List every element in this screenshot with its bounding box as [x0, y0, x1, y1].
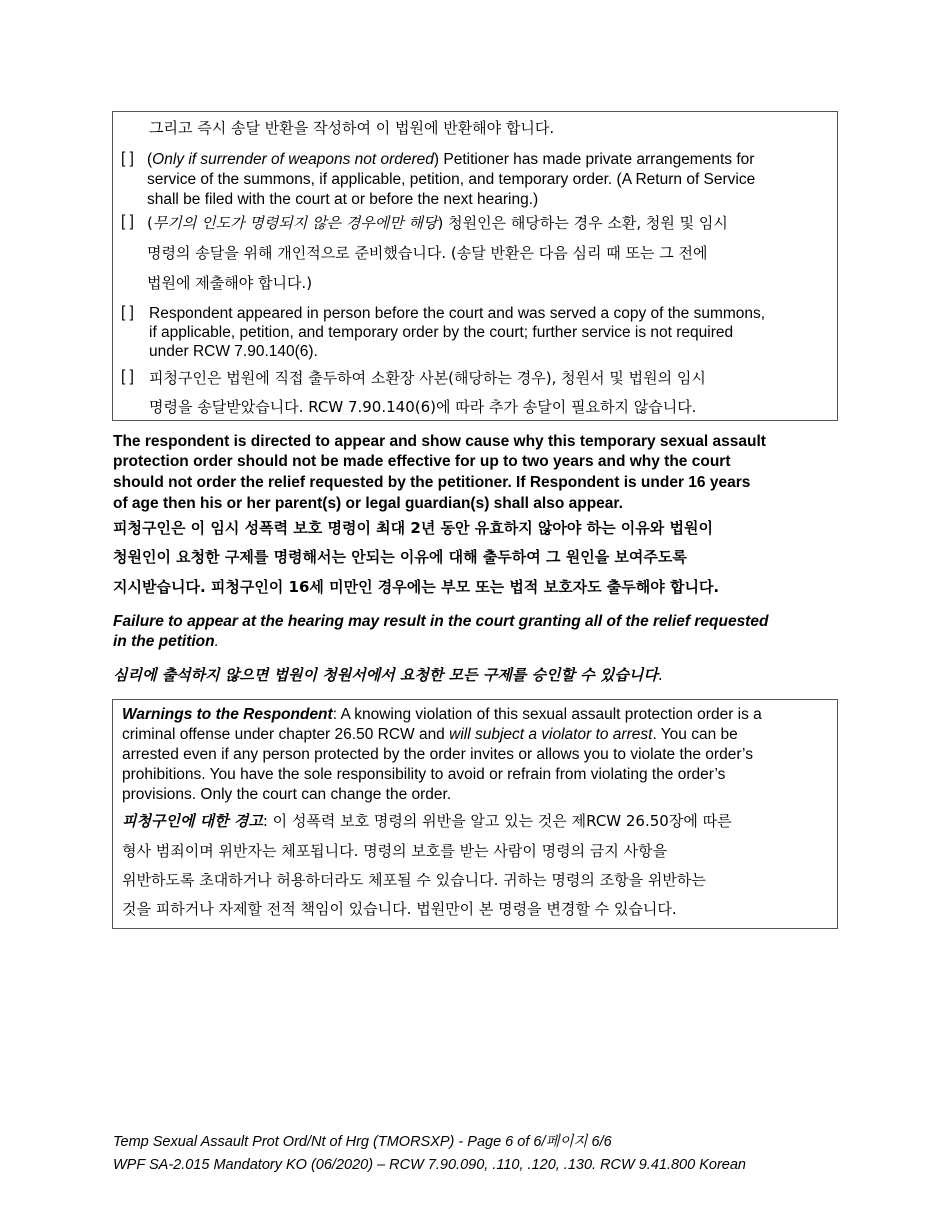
- appeared-ko-line1: 피청구인은 법원에 직접 출두하여 소환장 사본(해당하는 경우), 청원서 및 법원의 임시: [149, 369, 706, 387]
- directive-ko-line3: 지시받습니다. 피청구인이 16세 미만인 경우에는 부모 또는 법적 보호자도 출두해야 합니다.: [113, 578, 720, 596]
- footer-line2: WPF SA-2.015 Mandatory KO (06/2020) – RCW 7.90.090, .110, .120, .130. RCW 9.41.800 Korean: [113, 1157, 746, 1173]
- weapons-ko-line1: (무기의 인도가 명령되지 않은 경우에만 해당) 청원인은 해당하는 경우 소환, 청원 및 임시: [147, 214, 728, 232]
- continuation-ko: 그리고 즉시 송달 반환을 작성하여 이 법원에 반환해야 합니다.: [149, 119, 555, 137]
- warnings-en-line2: criminal offense under chapter 26.50 RCW and will subject a violator to arrest. You can be: [122, 726, 738, 743]
- directive-en-line3: should not order the relief requested by the petitioner. If Respondent is under 16 years: [113, 474, 751, 491]
- warnings-en-line5: provisions. Only the court can change the order.: [122, 786, 452, 803]
- checkbox-weapons-ko[interactable]: [ ]: [121, 213, 134, 230]
- appeared-en-line2: if applicable, petition, and temporary order by the court; further service is not required: [149, 324, 734, 341]
- appeared-ko-line2: 명령을 송달받았습니다. RCW 7.90.140(6)에 따라 추가 송달이 필요하지 않습니다.: [149, 398, 697, 416]
- directive-en-line4: of age then his or her parent(s) or legal guardian(s) shall also appear.: [113, 495, 623, 512]
- weapons-en-line1: (Only if surrender of weapons not ordered) Petitioner has made private arrangements for: [147, 151, 755, 168]
- weapons-ko-condition: 무기의 인도가 명령되지 않은 경우에만 해당: [152, 214, 438, 232]
- warnings-ko-line4: 것을 피하거나 자제할 전적 책임이 있습니다. 법원만이 본 명령을 변경할 수 있습니다.: [122, 900, 677, 918]
- warnings-title-en: Warnings to the Respondent: [122, 706, 333, 723]
- weapons-ko-line2: 명령의 송달을 위해 개인적으로 준비했습니다. (송달 반환은 다음 심리 때 또는 그 전에: [147, 244, 708, 262]
- warnings-ko-line1: 피청구인에 대한 경고: 이 성폭력 보호 명령의 위반을 알고 있는 것은 제RCW 26.50장에 따른: [122, 812, 732, 830]
- warnings-en-line3: arrested even if any person protected by the order invites or allows you to violate the order’s: [122, 746, 753, 763]
- weapons-en-condition: Only if surrender of weapons not ordered: [152, 151, 434, 168]
- directive-en-line2: protection order should not be made effective for up to two years and why the court: [113, 453, 731, 470]
- checkbox-appeared-ko[interactable]: [ ]: [121, 368, 134, 385]
- warnings-en-line1: Warnings to the Respondent: A knowing violation of this sexual assault protection order is a: [122, 706, 762, 723]
- appeared-en-line3: under RCW 7.90.140(6).: [149, 343, 318, 360]
- warnings-box: [112, 699, 838, 929]
- failure-en-line2: in the petition.: [113, 633, 219, 650]
- weapons-ko-line3: 법원에 제출해야 합니다.): [147, 274, 313, 292]
- directive-ko-line2: 청원인이 요청한 구제를 명령해서는 안되는 이유에 대해 출두하여 그 원인을 보여주도록: [113, 548, 687, 566]
- warnings-en-line4: prohibitions. You have the sole responsibility to avoid or refrain from violating the order’s: [122, 766, 726, 783]
- failure-en-line1: Failure to appear at the hearing may result in the court granting all of the relief requested: [113, 613, 769, 630]
- checkbox-weapons-en[interactable]: [ ]: [121, 150, 134, 167]
- failure-ko: 심리에 출석하지 않으면 법원이 청원서에서 요청한 모든 구제를 승인할 수 있습니다.: [113, 666, 663, 684]
- directive-ko-line1: 피청구인은 이 임시 성폭력 보호 명령이 최대 2년 동안 유효하지 않아야 하는 이유와 법원이: [113, 519, 713, 537]
- footer-line1: Temp Sexual Assault Prot Ord/Nt of Hrg (TMORSXP) - Page 6 of 6/페이지 6/6: [113, 1134, 612, 1150]
- service-options-box: [112, 111, 838, 421]
- weapons-en-line2: service of the summons, if applicable, petition, and temporary order. (A Return of Service: [147, 171, 756, 188]
- checkbox-appeared-en[interactable]: [ ]: [121, 304, 134, 321]
- warnings-title-ko: 피청구인에 대한 경고: [122, 812, 263, 830]
- directive-en-line1: The respondent is directed to appear and show cause why this temporary sexual assault: [113, 433, 766, 450]
- appeared-en-line1: Respondent appeared in person before the court and was served a copy of the summons,: [149, 305, 766, 322]
- warnings-ko-line2: 형사 범죄이며 위반자는 체포됩니다. 명령의 보호를 받는 사람이 명령의 금지 사항을: [122, 842, 668, 860]
- weapons-en-line3: shall be filed with the court at or before the next hearing.): [147, 191, 539, 208]
- warnings-ko-line3: 위반하도록 초대하거나 허용하더라도 체포될 수 있습니다. 귀하는 명령의 조항을 위반하는: [122, 871, 706, 889]
